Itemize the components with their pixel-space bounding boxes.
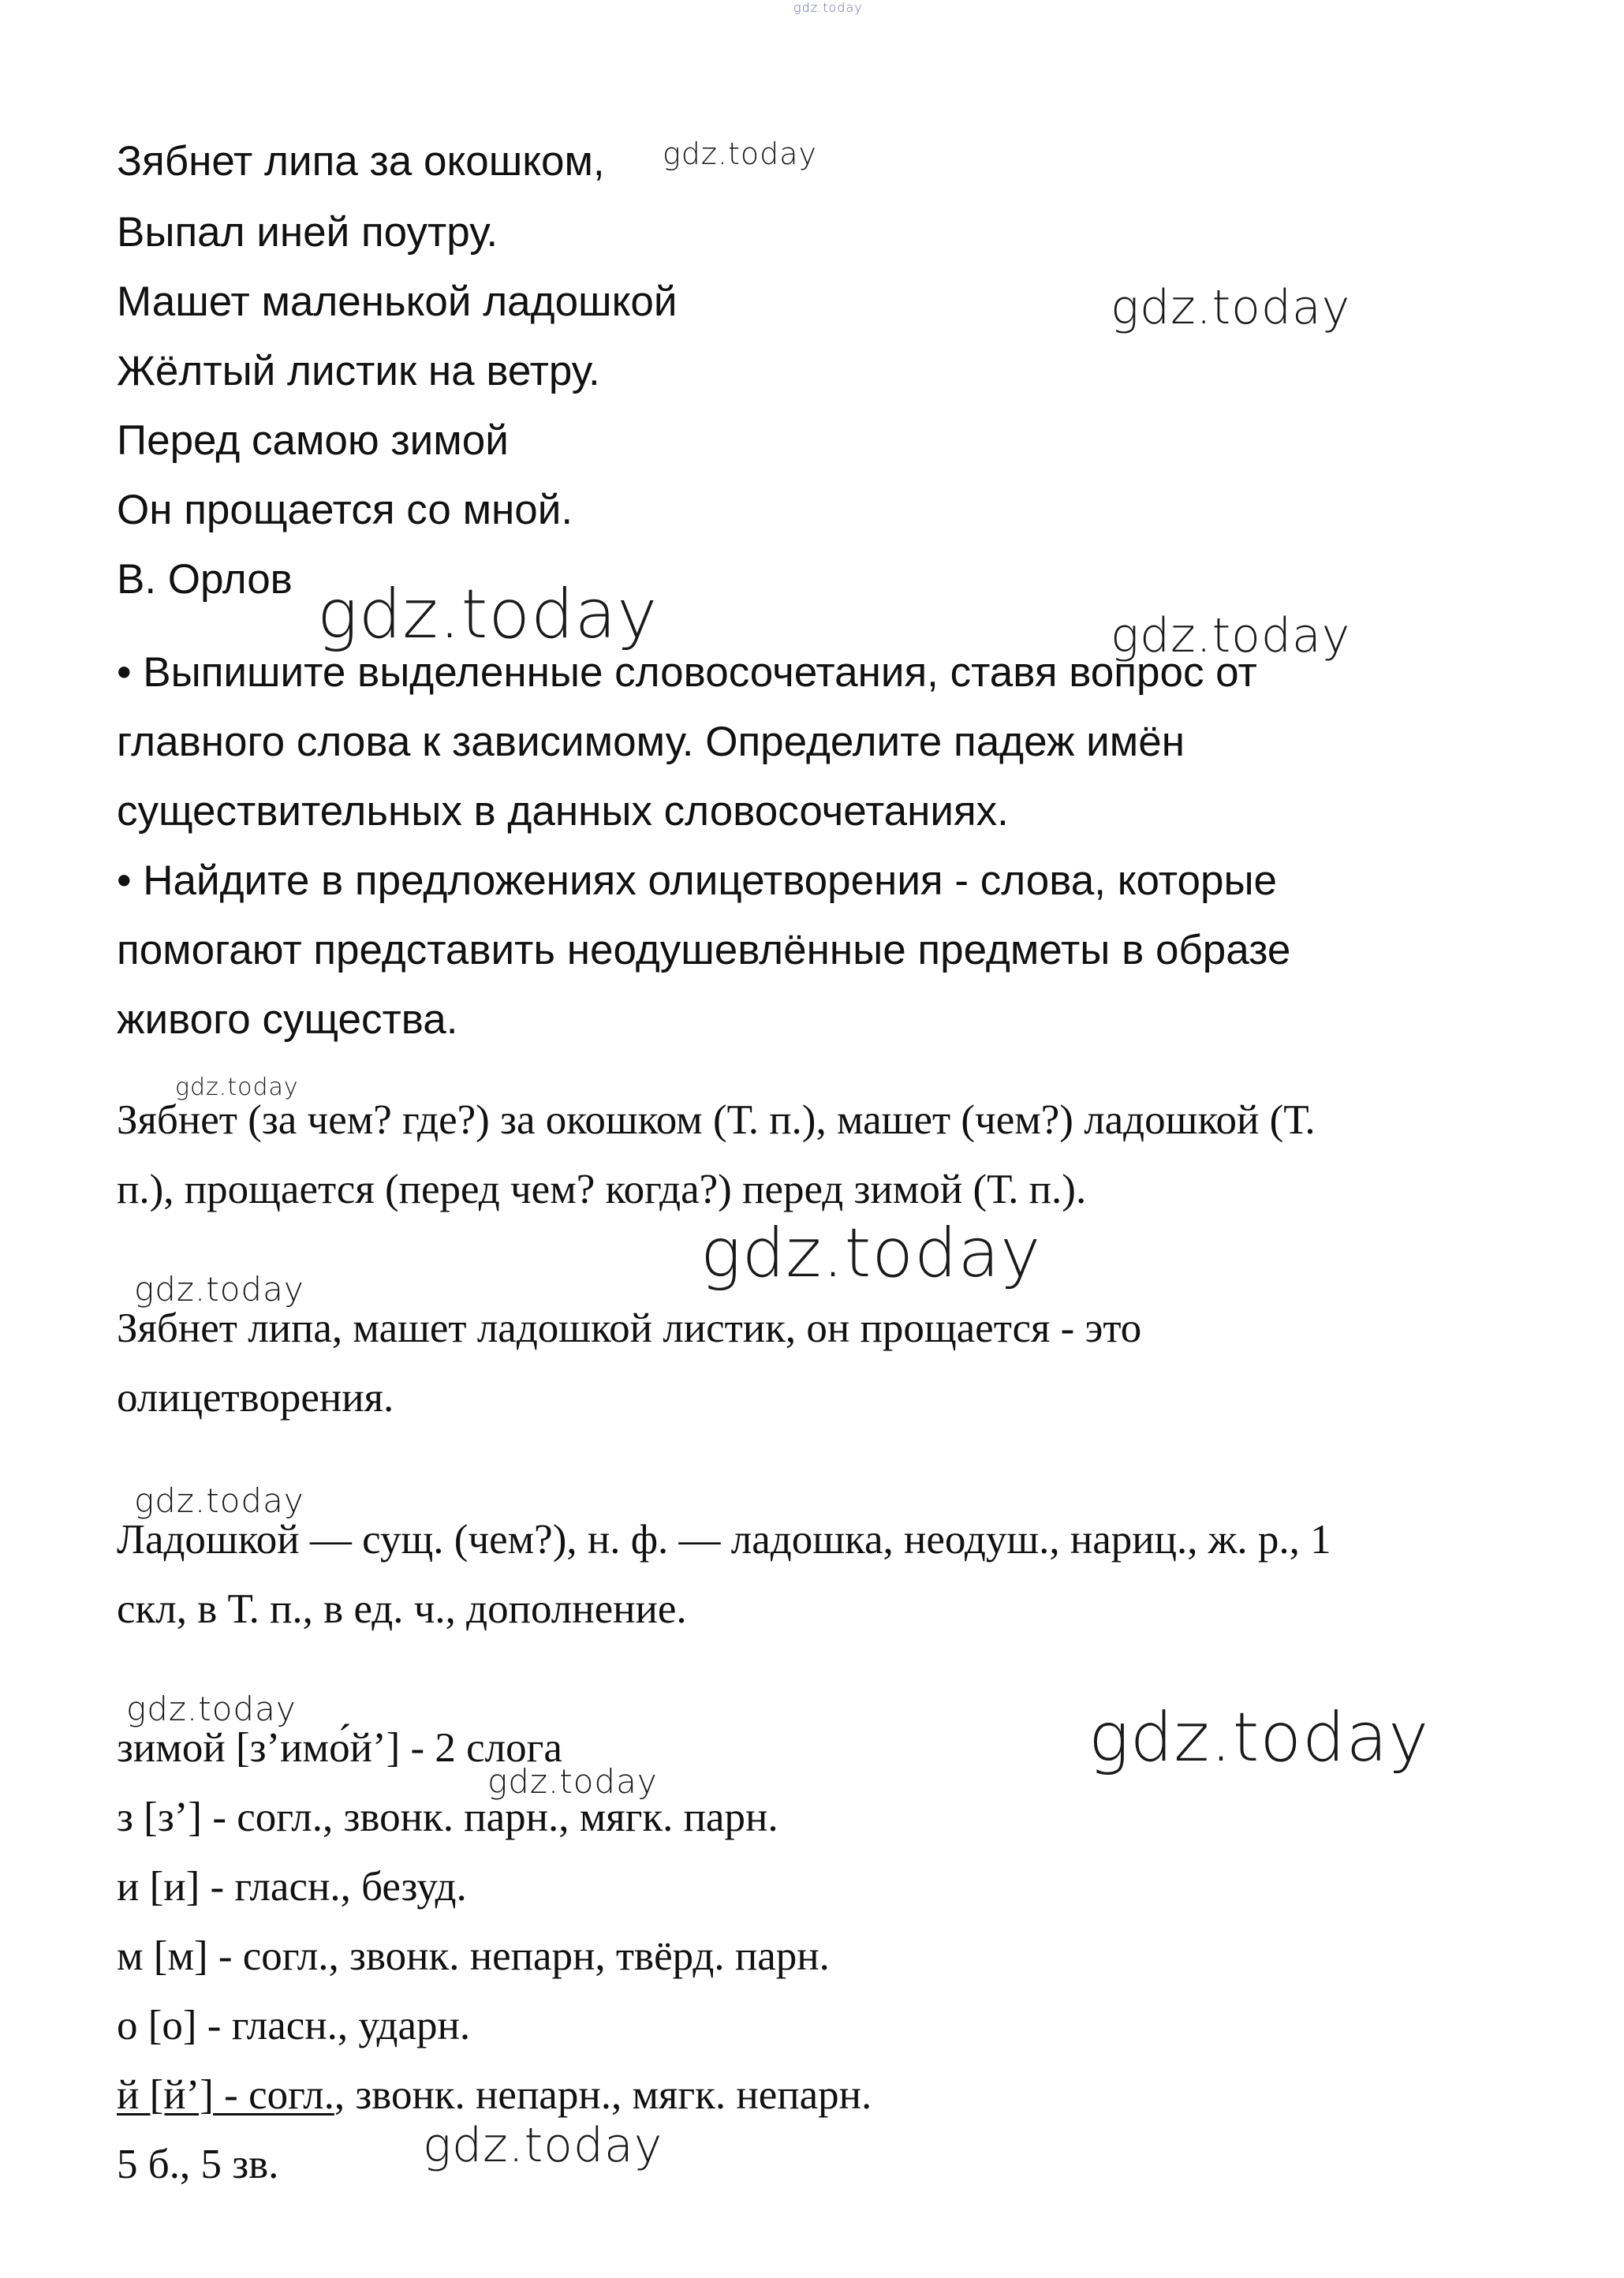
watermark: gdz.today xyxy=(175,1074,299,1101)
task-line: живого существа. xyxy=(117,996,458,1043)
task-line: главного слова к зависимому. Определите падеж имён xyxy=(117,719,1185,765)
phonetic-letter: м [м] - согл., звонк. непарн, твёрд. парн. xyxy=(117,1933,830,1979)
phonetic-summary: 5 б., 5 зв. xyxy=(117,2142,279,2187)
poem-line: Жёлтый листик на ветру. xyxy=(117,348,600,394)
answer-line: Ладошкой — сущ. (чем?), н. ф. — ладошка, неодуш., нариц., ж. р., 1 xyxy=(117,1517,1331,1563)
task-line: • Найдите в предложениях олицетворения - слова, которые xyxy=(117,857,1278,904)
watermark: gdz.today xyxy=(1111,608,1351,663)
watermark: gdz.today xyxy=(126,1690,297,1728)
answer-line: олицетворения. xyxy=(117,1375,394,1421)
watermark: gdz.today xyxy=(134,1481,304,1520)
watermark: gdz.today xyxy=(487,1762,658,1801)
task-line: помогают представить неодушевлённые предметы в образе xyxy=(117,927,1291,973)
poem-line: Выпал иней поутру. xyxy=(117,209,498,256)
watermark: gdz.today xyxy=(134,1270,304,1309)
poem-author: В. Орлов xyxy=(117,556,293,603)
poem-line: Зябнет липа за окошком, xyxy=(117,138,605,185)
watermark: gdz.today xyxy=(423,2118,663,2173)
watermark: gdz.today xyxy=(663,136,817,171)
answer-line: скл, в Т. п., в ед. ч., дополнение. xyxy=(117,1586,687,1632)
answer-line: Зябнет (за чем? где?) за окошком (Т. п.), машет (чем?) ладошкой (Т. xyxy=(117,1097,1316,1143)
answer-line: п.), прощается (перед чем? когда?) перед зимой (Т. п.). xyxy=(117,1167,1087,1212)
phonetic-letter: з [з’] - согл., звонк. парн., мягк. парн. xyxy=(117,1794,778,1840)
watermark-top: gdz.today xyxy=(793,0,863,15)
underlined-text: й [й’] - согл. xyxy=(117,2072,334,2118)
watermark: gdz.today xyxy=(1111,280,1351,335)
phonetic-word: зимой [з’имо́й’] - 2 слога xyxy=(117,1725,562,1771)
watermark: gdz.today xyxy=(700,1214,1042,1293)
watermark: gdz.today xyxy=(1088,1698,1430,1777)
poem-line: Машет маленькой ладошкой xyxy=(117,278,678,325)
phonetic-letter: о [о] - гласн., ударн. xyxy=(117,2003,471,2048)
task-line: существительных в данных словосочетаниях. xyxy=(117,788,1009,835)
watermark: gdz.today xyxy=(317,575,659,654)
task-line: • Выпишите выделенные словосочетания, ставя вопрос от xyxy=(117,649,1257,696)
phonetic-letter: и [и] - гласн., безуд. xyxy=(117,1864,467,1910)
answer-line: Зябнет липа, машет ладошкой листик, он прощается - это xyxy=(117,1305,1142,1351)
phonetic-letter xyxy=(117,2074,872,2116)
poem-line: Он прощается со мной. xyxy=(117,487,573,533)
phonetic-letter-rest: , звонк. непарн., мягк. непарн. xyxy=(334,2072,872,2118)
poem-line: Перед самою зимой xyxy=(117,417,509,464)
